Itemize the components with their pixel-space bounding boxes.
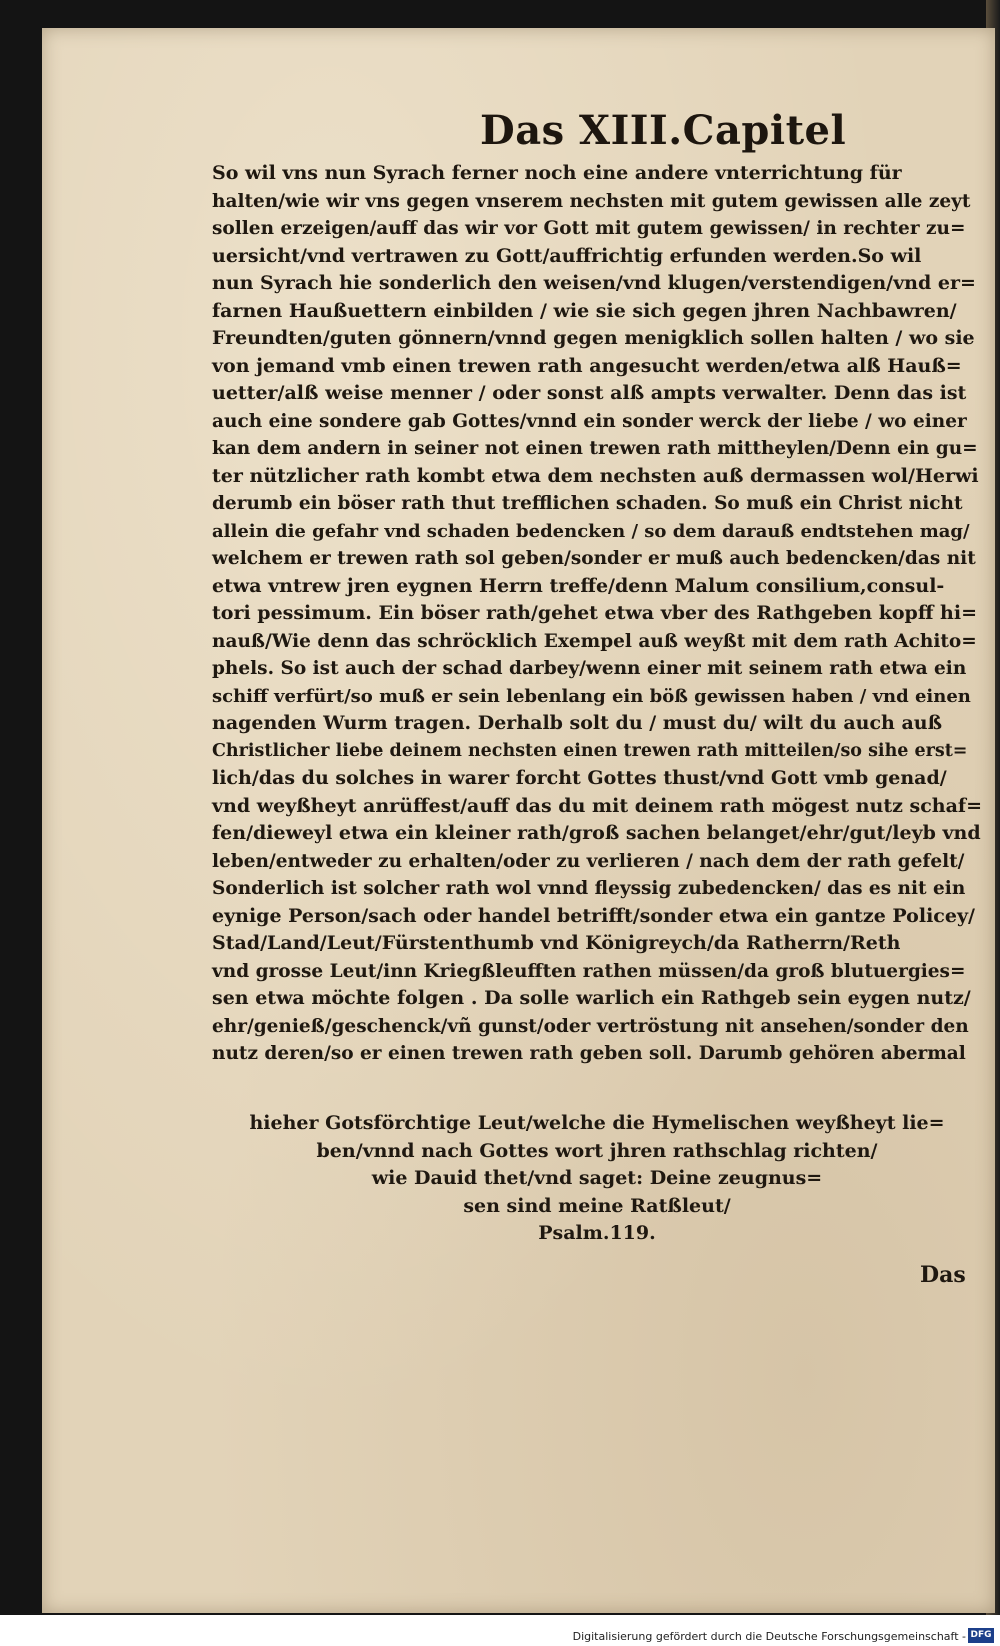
text-line: farnen Haußuettern einbilden / wie sie sich gegen jhren Nachbawren/ — [212, 299, 957, 322]
text-line: ter nützlicher rath kombt etwa dem nechsten auß dermassen wol/Herwi — [212, 464, 979, 487]
text-line: Stad/Land/Leut/Fürstenthumb vnd Königreych/da Ratherrn/Reth — [212, 932, 901, 954]
text-line: leben/entweder zu erhalten/oder zu verlieren / nach dem der rath gefelt/ — [212, 850, 965, 872]
text-line: vnd weyßheyt anrüffest/auff das du mit deinem rath mögest nutz schaf= — [212, 794, 982, 817]
text-line: tori pessimum. Ein böser rath/gehet etwa vber des Rathgeben kopff hi= — [212, 602, 978, 624]
text-line: lich/das du solches in warer forcht Gottes thust/vnd Gott vmb genad/ — [212, 767, 947, 789]
text-line: derumb ein böser rath thut trefflichen schaden. So muß ein Christ nicht — [212, 493, 963, 514]
text-line: uersicht/vnd vertrawen zu Gott/auffrichtig erfunden werden.So wil — [212, 244, 922, 267]
text-line: fen/dieweyl etwa ein kleiner rath/groß sachen belanget/ehr/gut/leyb vnd — [212, 822, 981, 844]
chapter-heading: Das XIII.Capitel — [480, 107, 847, 154]
text-line: wie Dauid thet/vnd saget: Deine zeugnus= — [371, 1167, 823, 1189]
text-line: welchem er trewen rath sol geben/sonder er muß auch bedencken/das nit — [212, 548, 976, 569]
text-line: auch eine sondere gab Gottes/vnnd ein sonder werck der liebe / wo einer — [212, 410, 967, 432]
body-text-block — [212, 160, 982, 1068]
catchword: Das — [920, 1262, 966, 1288]
text-line: nauß/Wie denn das schröcklich Exempel auß weyßt mit dem rath Achito= — [212, 630, 977, 652]
text-line: So wil vns nun Syrach ferner noch eine andere vnterrichtung für — [212, 162, 902, 184]
text-line: sollen erzeigen/auff das wir vor Gott mit gutem gewissen/ in rechter zu= — [212, 218, 966, 239]
text-line: nun Syrach hie sonderlich den weisen/vnd klugen/verstendigen/vnd er= — [212, 272, 976, 294]
text-line: allein die gefahr vnd schaden bedencken / so dem darauß endtstehen mag/ — [212, 520, 970, 542]
text-line: sen etwa möchte folgen . Da solle warlich ein Rathgeb sein eygen nutz/ — [212, 987, 971, 1009]
text-line: vnd grosse Leut/inn Kriegßleufften rathen müssen/da groß blutuergies= — [212, 960, 966, 982]
funding-credit: Digitalisierung gefördert durch die Deutsche Forschungsgemeinschaft - — [572, 1630, 966, 1643]
text-line: hieher Gotsförchtige Leut/welche die Hymelischen weyßheyt lie= — [249, 1112, 945, 1134]
text-line: Christlicher liebe deinem nechsten einen trewen rath mitteilen/so sihe erst= — [212, 740, 968, 761]
text-line: schiff verfürt/so muß er sein lebenlang ein böß gewissen haben / vnd einen — [212, 685, 971, 707]
text-line: etwa vntrew jren eygnen Herrn treffe/denn Malum consilium,consul- — [212, 574, 945, 597]
text-line: ben/vnnd nach Gottes wort jhren rathschlag richten/ — [316, 1139, 878, 1162]
text-line: sen sind meine Ratßleut/ — [463, 1194, 731, 1217]
dfg-logo: DFG — [968, 1628, 994, 1643]
tapering-closing-lines — [212, 1110, 982, 1248]
text-line: nutz deren/so er einen trewen rath geben soll. Darumb gehören abermal — [212, 1043, 966, 1064]
text-line: halten/wie wir vns gegen vnserem nechsten mit gutem gewissen alle zeyt — [212, 190, 971, 212]
text-line: phels. So ist auch der schad darbey/wenn einer mit seinem rath etwa ein — [212, 658, 967, 679]
text-line: ehr/genieß/geschenck/vñ gunst/oder vertröstung nit ansehen/sonder den — [212, 1015, 969, 1037]
text-line: uetter/alß weise menner / oder sonst alß ampts verwalter. Denn das ist — [212, 382, 967, 404]
text-line: kan dem andern in seiner not einen trewen rath mittheylen/Denn ein gu= — [212, 438, 978, 459]
text-line: eynige Person/sach oder handel betrifft/sonder etwa ein gantze Policey/ — [212, 904, 975, 927]
text-line: Freundten/guten gönnern/vnnd gegen menigklich sollen halten / wo sie — [212, 327, 975, 349]
text-line: Sonderlich ist solcher rath wol vnnd fleyssig zubedencken/ das es nit ein — [212, 878, 966, 899]
text-line: Psalm.119. — [538, 1222, 656, 1244]
text-line: von jemand vmb einen trewen rath angesucht werden/etwa alß Hauß= — [212, 354, 962, 377]
text-line: nagenden Wurm tragen. Derhalb solt du / must du/ wilt du auch auß — [212, 712, 943, 734]
